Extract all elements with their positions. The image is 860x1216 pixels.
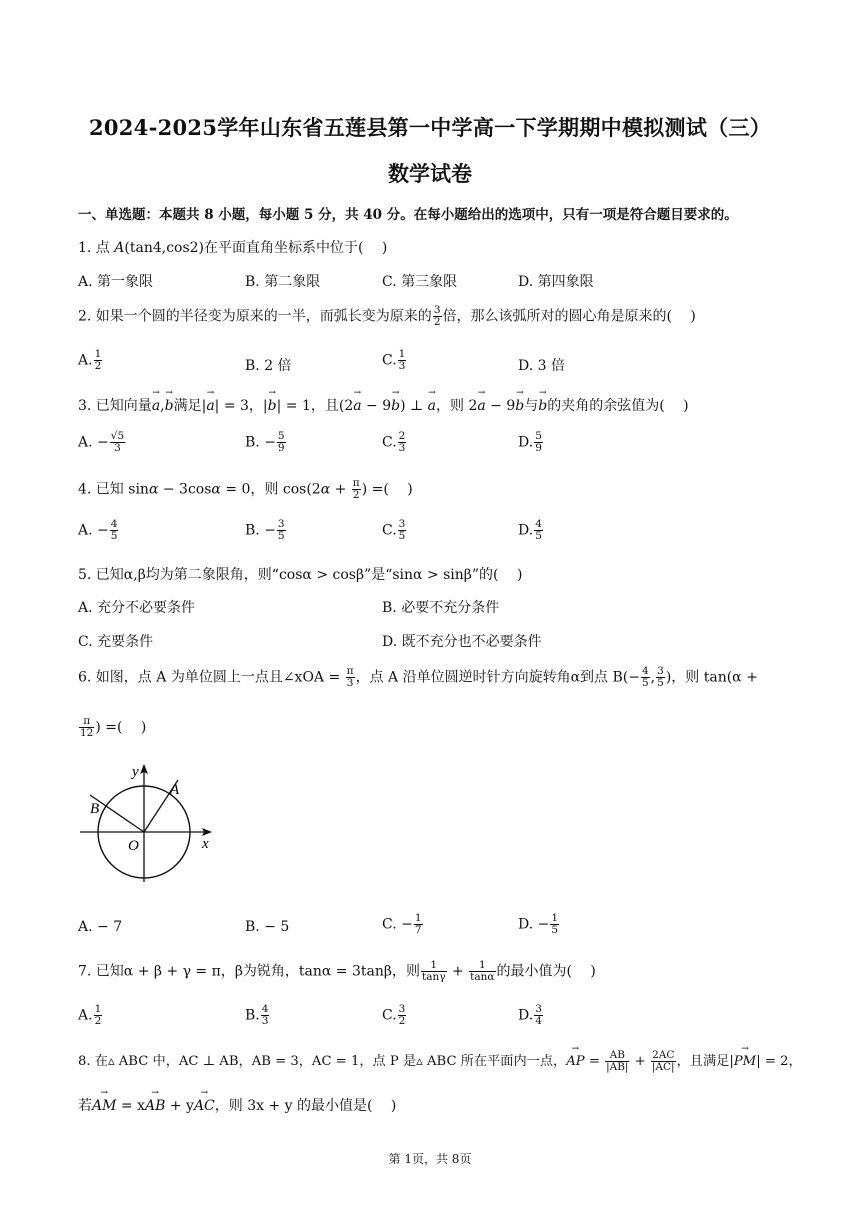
q4-c-fraction <box>398 519 407 542</box>
q4-before: 4. 已知 sin <box>78 481 149 498</box>
q6-f3-num: 3 <box>657 665 664 677</box>
q6-d-den: 5 <box>551 924 559 936</box>
q6-line1-a: 6. 如图，点 A 为单位圆上一点且∠xOA = <box>78 669 345 686</box>
q7-b-num: 4 <box>261 1003 269 1015</box>
q4-frac-num: π <box>352 477 360 489</box>
q3-vec-a: → a <box>428 398 436 414</box>
q2-frac-den: 2 <box>433 316 441 328</box>
q4-a-fraction <box>110 519 119 542</box>
q7-c-fraction <box>398 1004 407 1027</box>
q8-vec-ab: → AB <box>145 1098 165 1114</box>
fig-label-a: A <box>170 782 180 798</box>
q6-option-c[interactable] <box>382 913 424 936</box>
q4-option-d[interactable] <box>518 519 544 542</box>
q1-expr: (tan4,cos2)在平面直角坐标系中位于( ) <box>124 240 388 256</box>
q8-vec-ap: → AP <box>566 1054 584 1069</box>
q3-c-fraction <box>398 431 407 454</box>
q5-option-d[interactable]: D. 既不充分也不必要条件 <box>382 634 542 650</box>
q6-c-den: 7 <box>414 924 422 936</box>
q2-a-fraction <box>94 349 103 372</box>
q4-alpha: α <box>320 481 331 498</box>
q2-text-after: 倍，那么该弧所对的圆心角是原来的( ) <box>442 308 696 325</box>
fig-label-y: y <box>132 764 139 780</box>
q2-option-a[interactable] <box>78 349 103 372</box>
q8-plus: + <box>630 1054 650 1069</box>
q3-part8: − 9 <box>485 398 516 414</box>
q4-b-num: 3 <box>277 518 285 530</box>
q8-line1: 8. 在▵ ABC 中，AC ⊥ AB，AB = 3，AC = 1，点 P 是▵ ABC 所在平面内一点， <box>78 1054 567 1069</box>
q7-fraction-1 <box>421 960 447 983</box>
q7-a-label: A. <box>78 1007 93 1024</box>
q8-f1-num: AB <box>605 1050 629 1062</box>
q7-c-den: 2 <box>398 1015 406 1027</box>
q1-option-c[interactable]: C. 第三象限 <box>382 274 458 290</box>
q4-option-c[interactable] <box>382 519 407 542</box>
q6-f4-num: π <box>79 716 94 728</box>
q3-a-fraction <box>110 431 125 454</box>
q3-part1: 3. 已知向量 <box>78 398 152 414</box>
q7-after: 的最小值为( ) <box>496 963 596 980</box>
q6-f2-den: 5 <box>641 677 649 689</box>
q3-d-fraction <box>534 431 543 454</box>
q2-a-den: 2 <box>94 360 102 372</box>
q7-option-d[interactable] <box>518 1004 544 1027</box>
q6-line1-c: )，则 tan(α + <box>665 669 758 686</box>
q1-option-d[interactable]: D. 第四象限 <box>518 274 594 290</box>
q6-d-fraction <box>550 913 559 936</box>
q7-b-den: 3 <box>261 1015 269 1027</box>
q7-f2-den: tanα <box>470 971 495 983</box>
q7-b-label: B. <box>245 1007 260 1024</box>
exam-subtitle: 数学试卷 <box>388 161 472 186</box>
q4-mid: − 3cos <box>158 481 212 498</box>
q3-vec-b: → b <box>515 398 524 414</box>
q8-vec-am: → AM <box>92 1098 116 1114</box>
q6-option-b[interactable]: B. − 5 <box>245 919 290 935</box>
q8-eq: = <box>584 1054 605 1069</box>
q4-frac-den: 2 <box>352 489 360 501</box>
q4-option-b[interactable] <box>245 519 287 542</box>
question-6-line-2 <box>78 716 146 739</box>
q4-d-label: D. <box>518 522 534 539</box>
q4-a-label: A. − <box>78 522 109 539</box>
q2-fraction <box>433 305 442 328</box>
q8-line2-a: 若 <box>78 1098 92 1114</box>
q4-option-a[interactable] <box>78 519 119 542</box>
q3-option-a[interactable] <box>78 431 126 454</box>
question-5: 5. 已知α,β均为第二象限角，则“cosα > cosβ”是“sinα > sinβ”的( ) <box>78 567 523 583</box>
q4-after: = 0，则 cos(2 <box>220 481 321 498</box>
q3-option-c[interactable] <box>382 431 407 454</box>
q5-option-a[interactable]: A. 充分不必要条件 <box>78 600 196 616</box>
question-8-line-1 <box>78 1050 802 1073</box>
question-8-line-2 <box>78 1095 396 1115</box>
q3-part2: 满足| <box>173 398 207 414</box>
q4-b-den: 5 <box>277 530 285 542</box>
q1-prefix: 1. 点 <box>78 240 115 256</box>
q6-line2: ) =( ) <box>95 719 147 736</box>
q8-line2-b: = x <box>116 1098 145 1114</box>
q7-b-fraction <box>261 1004 270 1027</box>
q3-c-den: 3 <box>398 442 406 454</box>
q7-c-label: C. <box>382 1007 397 1024</box>
q6-fraction-2 <box>641 666 650 689</box>
q1-point: A <box>114 240 125 256</box>
q7-d-label: D. <box>518 1007 534 1024</box>
q5-option-b[interactable]: B. 必要不充分条件 <box>382 600 500 616</box>
q2-frac-num: 3 <box>433 304 441 316</box>
q4-plus: + <box>330 481 351 498</box>
q3-vec-b: → b <box>538 398 547 414</box>
q6-d-num: 1 <box>551 912 559 924</box>
q1-option-a[interactable]: A. 第一象限 <box>78 274 154 290</box>
q7-d-den: 4 <box>535 1015 542 1027</box>
q6-fraction-3 <box>656 666 665 689</box>
q4-alpha: α <box>148 481 159 498</box>
q8-f2-den: |AC| <box>651 1061 675 1073</box>
question-7 <box>78 960 596 983</box>
q7-plus: + <box>447 963 469 980</box>
fig-label-o: O <box>128 838 139 854</box>
q3-d-den: 9 <box>535 442 542 454</box>
q7-f2-num: 1 <box>469 960 495 972</box>
q7-a-num: 1 <box>94 1003 102 1015</box>
q2-c-num: 1 <box>398 348 406 360</box>
q3-b-fraction <box>277 431 286 454</box>
q6-f1-den: 3 <box>346 677 354 689</box>
q7-option-c[interactable] <box>382 1004 407 1027</box>
q6-f4-den: 12 <box>80 727 94 739</box>
q3-part4: | = 1，且(2 <box>276 398 354 414</box>
q6-fraction-1 <box>346 666 355 689</box>
q2-a-label: A. <box>78 352 93 369</box>
q1-option-b[interactable]: B. 第二象限 <box>245 274 321 290</box>
q5-option-c[interactable]: C. 充要条件 <box>78 634 154 650</box>
q3-b-num: 5 <box>277 430 285 442</box>
q3-vec-a: → a <box>206 398 214 414</box>
q2-text-before: 2. 如果一个圆的半径变为原来的一半，而弧长变为原来的 <box>78 308 432 325</box>
question-4 <box>78 478 413 501</box>
q6-f2-num: 4 <box>641 665 649 677</box>
q3-option-b[interactable] <box>245 431 287 454</box>
q6-f3-den: 5 <box>657 677 664 689</box>
q6-option-a[interactable]: A. − 7 <box>78 919 123 935</box>
q3-part5: − 9 <box>361 398 392 414</box>
q6-line1-b: ，点 A 沿单位圆逆时针方向旋转角α到点 B(− <box>355 669 640 686</box>
q7-option-b[interactable] <box>245 1004 270 1027</box>
q3-c-label: C. <box>382 434 397 451</box>
q6-c-num: 1 <box>414 912 422 924</box>
q2-a-num: 1 <box>94 348 102 360</box>
q4-c-label: C. <box>382 522 397 539</box>
fig-label-b: B <box>90 801 100 817</box>
q7-a-fraction <box>94 1004 103 1027</box>
q7-f1-num: 1 <box>421 960 447 972</box>
q3-vec-a: → a <box>477 398 485 414</box>
q4-d-num: 4 <box>535 518 542 530</box>
page-footer: 第 1页，共 8页 <box>388 1152 472 1166</box>
q3-part10: 的夹角的余弦值为( ) <box>547 398 689 414</box>
q2-option-b[interactable]: B. 2 倍 <box>245 358 292 374</box>
q7-d-num: 3 <box>535 1003 542 1015</box>
unit-circle-figure <box>72 758 222 888</box>
question-2 <box>78 305 696 328</box>
q4-a-num: 4 <box>110 518 118 530</box>
q2-c-label: C. <box>382 352 397 369</box>
q3-d-num: 5 <box>535 430 542 442</box>
q6-f1-num: π <box>346 665 354 677</box>
q4-fraction <box>352 478 361 501</box>
q8-vec-pm: → PM <box>734 1054 756 1069</box>
q3-b-den: 9 <box>277 442 285 454</box>
q4-b-fraction <box>277 519 286 542</box>
q8-vec-ac: → AC <box>194 1098 215 1114</box>
q3-d-label: D. <box>518 434 534 451</box>
q8-line1-end2: | = 2， <box>756 1054 802 1069</box>
q4-d-den: 5 <box>535 530 542 542</box>
q3-c-num: 2 <box>398 430 406 442</box>
q4-a-den: 5 <box>110 530 118 542</box>
q8-f2-num: 2AC <box>652 1049 675 1061</box>
q8-fraction-2 <box>651 1050 676 1073</box>
q3-part9: 与 <box>524 398 539 414</box>
exam-title: 2024-2025学年山东省五莲县第一中学高一下学期期中模拟测试（三） <box>88 115 772 140</box>
q3-vec-b: → b <box>268 398 277 414</box>
question-1 <box>78 237 387 257</box>
q3-a-num: √5 <box>110 430 125 442</box>
q3-option-d[interactable] <box>518 431 544 454</box>
q3-vec-b: → b <box>165 398 174 414</box>
q8-line2-c: + y <box>165 1098 194 1114</box>
q7-fraction-2 <box>469 960 495 983</box>
q4-end: ) =( ) <box>361 481 413 498</box>
q8-f1-den: |AB| <box>606 1061 629 1073</box>
q4-c-num: 3 <box>398 518 406 530</box>
question-6-line-1 <box>78 666 758 689</box>
q7-option-a[interactable] <box>78 1004 103 1027</box>
q4-d-fraction <box>534 519 543 542</box>
q2-option-d[interactable]: D. 3 倍 <box>518 358 565 374</box>
q2-c-den: 3 <box>398 360 406 372</box>
q4-alpha: α <box>211 481 221 498</box>
q6-c-fraction <box>414 913 423 936</box>
q3-part6: ) ⊥ <box>400 398 428 414</box>
q6-c-label: C. − <box>382 916 413 933</box>
q4-c-den: 5 <box>398 530 406 542</box>
q8-fraction-1 <box>605 1050 629 1073</box>
q6-fraction-4 <box>79 716 94 739</box>
q3-a-den: 3 <box>114 442 121 454</box>
q3-b-label: B. − <box>245 434 276 451</box>
q6-comma: , <box>650 669 656 686</box>
q3-vec-b: → b <box>391 398 400 414</box>
q3-vec-a: → a <box>353 398 361 414</box>
q7-f1-den: tanγ <box>421 971 446 983</box>
fig-label-x: x <box>202 836 209 852</box>
q8-line1-end: ，且满足| <box>676 1054 734 1069</box>
q7-a-den: 2 <box>94 1015 102 1027</box>
q7-d-fraction <box>534 1004 543 1027</box>
q4-b-label: B. − <box>245 522 276 539</box>
q2-option-c[interactable] <box>382 349 407 372</box>
section-heading: 一、单选题：本题共 8 小题，每小题 5 分，共 40 分。在每小题给出的选项中，只有一项是符合题目要求的。 <box>78 207 738 223</box>
question-3: 3. 已知向量→ a,→ b满足|→ a| = 3，|→ b| = 1，且(2→ a − 9→ b) ⊥ → a，则 2→ a − 9→ b与→ b的夹角的余弦值为( ) <box>78 395 689 415</box>
q3-part3: | = 3，| <box>214 398 268 414</box>
q3-a-label: A. − <box>78 434 109 451</box>
q2-c-fraction <box>398 349 407 372</box>
q7-before: 7. 已知α + β + γ = π，β为锐角，tanα = 3tanβ，则 <box>78 963 420 980</box>
q8-line2-d: ，则 3x + y 的最小值是( ) <box>214 1098 397 1114</box>
q6-option-d[interactable] <box>518 913 560 936</box>
q3-vec-a: → a <box>152 398 160 414</box>
q6-d-label: D. − <box>518 916 550 933</box>
q7-c-num: 3 <box>398 1003 406 1015</box>
q3-part7: ，则 2 <box>436 398 478 414</box>
